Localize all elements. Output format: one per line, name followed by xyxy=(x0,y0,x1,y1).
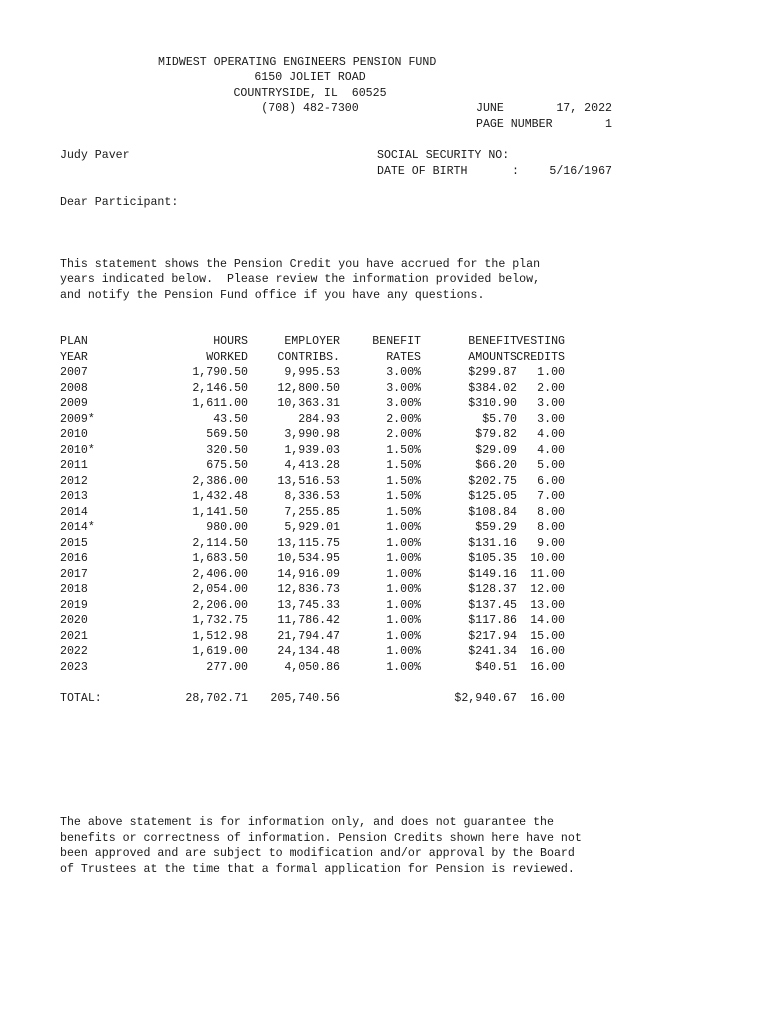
vesting-credits-cell: 11.00 xyxy=(530,567,565,581)
benefit-rate-cell: 2.00% xyxy=(386,428,421,441)
plan-year-cell: 2010 xyxy=(60,428,88,441)
hours-worked-cell: 2,386.00 xyxy=(192,474,248,488)
employer-contribs-cell: 24,134.48 xyxy=(277,645,340,658)
table-row xyxy=(60,365,580,381)
header-year: YEAR xyxy=(60,350,88,364)
employer-contribs-cell: 11,786.42 xyxy=(277,614,340,627)
employer-contribs-cell: 3,990.98 xyxy=(284,428,340,441)
table-row xyxy=(60,427,580,443)
benefit-amount-cell: $128.37 xyxy=(468,583,517,596)
benefit-amount-cell: $131.16 xyxy=(468,536,517,550)
employer-contribs-cell: 284.93 xyxy=(298,412,340,426)
hours-worked-cell: 2,206.00 xyxy=(192,598,248,612)
plan-year-cell: 2014* xyxy=(60,521,95,534)
vesting-credits-cell: 7.00 xyxy=(537,490,565,503)
vesting-credits-cell: 3.00 xyxy=(537,397,565,410)
benefit-amount-cell: $29.09 xyxy=(475,443,517,457)
table-row xyxy=(60,412,580,428)
plan-year-cell: 2007 xyxy=(60,366,88,379)
benefit-rate-cell: 1.00% xyxy=(386,598,421,612)
vesting-credits-cell: 14.00 xyxy=(530,614,565,627)
benefit-amount-cell: $105.35 xyxy=(468,552,517,565)
plan-year-cell: 2009* xyxy=(60,412,95,426)
employer-contribs-cell: 1,939.03 xyxy=(284,443,340,457)
disclaimer-line-3: been approved and are subject to modification and/or approval by the Board xyxy=(60,847,575,860)
vesting-credits-cell: 3.00 xyxy=(537,412,565,426)
header-rates: RATES xyxy=(386,350,421,364)
table-row xyxy=(60,660,580,676)
hours-worked-cell: 2,146.50 xyxy=(192,381,248,395)
page-number-value: 1 xyxy=(605,118,612,131)
benefit-rate-cell: 1.50% xyxy=(386,505,421,519)
benefit-rate-cell: 1.00% xyxy=(386,521,421,534)
table-row xyxy=(60,489,580,505)
table-row xyxy=(60,598,580,614)
hours-worked-cell: 43.50 xyxy=(213,412,248,426)
employer-contribs-cell: 7,255.85 xyxy=(284,505,340,519)
benefit-amount-cell: $202.75 xyxy=(468,474,517,488)
dob-value: 5/16/1967 xyxy=(549,165,612,178)
disclaimer-line-2: benefits or correctness of information. Pension Credits shown here have not xyxy=(60,832,582,845)
benefit-rate-cell: 1.00% xyxy=(386,629,421,643)
vesting-credits-cell: 16.00 xyxy=(530,660,565,674)
plan-year-cell: 2017 xyxy=(60,567,88,581)
table-row xyxy=(60,551,580,567)
intro-line-3: and notify the Pension Fund office if you have any questions. xyxy=(60,289,485,302)
disclaimer-line-1: The above statement is for information only, and does not guarantee the xyxy=(60,816,554,829)
dob-label: DATE OF BIRTH xyxy=(377,165,468,178)
plan-year-cell: 2011 xyxy=(60,459,88,472)
benefit-amount-cell: $310.90 xyxy=(468,397,517,410)
plan-year-cell: 2020 xyxy=(60,614,88,627)
benefit-rate-cell: 2.00% xyxy=(386,412,421,426)
benefit-rate-cell: 1.00% xyxy=(386,552,421,565)
benefit-amount-cell: $149.16 xyxy=(468,567,517,581)
disclaimer-line-4: of Trustees at the time that a formal application for Pension is reviewed. xyxy=(60,863,575,876)
table-spacer xyxy=(60,675,580,691)
hours-worked-cell: 1,790.50 xyxy=(192,366,248,379)
employer-contribs-cell: 21,794.47 xyxy=(277,629,340,643)
vesting-credits-cell: 12.00 xyxy=(530,583,565,596)
hours-worked-cell: 1,512.98 xyxy=(192,629,248,643)
fund-name: MIDWEST OPERATING ENGINEERS PENSION FUND xyxy=(158,56,437,69)
header-benefit-amounts-1: BENEFIT xyxy=(468,335,517,348)
employer-contribs-cell: 10,363.31 xyxy=(277,397,340,410)
table-row xyxy=(60,474,580,490)
plan-year-cell: 2012 xyxy=(60,474,88,488)
statement-date-month: JUNE xyxy=(476,102,504,115)
total-label: TOTAL: xyxy=(60,691,102,705)
plan-year-cell: 2021 xyxy=(60,629,88,643)
employer-contribs-cell: 12,836.73 xyxy=(277,583,340,596)
fund-address-line1: 6150 JOLIET ROAD xyxy=(254,71,366,84)
benefit-amount-cell: $79.82 xyxy=(475,428,517,441)
benefit-amount-cell: $137.45 xyxy=(468,598,517,612)
vesting-credits-cell: 16.00 xyxy=(530,645,565,658)
hours-worked-cell: 675.50 xyxy=(206,459,248,472)
benefit-amount-cell: $40.51 xyxy=(475,660,517,674)
plan-year-cell: 2022 xyxy=(60,645,88,658)
employer-contribs-cell: 13,516.53 xyxy=(277,474,340,488)
employer-contribs-cell: 14,916.09 xyxy=(277,567,340,581)
hours-worked-cell: 980.00 xyxy=(206,521,248,534)
table-body xyxy=(60,365,580,675)
benefit-rate-cell: 3.00% xyxy=(386,397,421,410)
benefit-amount-cell: $5.70 xyxy=(482,412,517,426)
vesting-credits-cell: 8.00 xyxy=(537,505,565,519)
hours-worked-cell: 277.00 xyxy=(206,660,248,674)
participant-name: Judy Paver xyxy=(60,149,130,162)
vesting-credits-cell: 8.00 xyxy=(537,521,565,534)
pension-credit-table xyxy=(60,334,580,706)
plan-year-cell: 2023 xyxy=(60,660,88,674)
table-total-row xyxy=(60,691,580,707)
table-row xyxy=(60,536,580,552)
vesting-credits-cell: 4.00 xyxy=(537,443,565,457)
plan-year-cell: 2019 xyxy=(60,598,88,612)
plan-year-cell: 2016 xyxy=(60,552,88,565)
vesting-credits-cell: 6.00 xyxy=(537,474,565,488)
ssn-label: SOCIAL SECURITY NO: xyxy=(377,149,510,162)
hours-worked-cell: 1,732.75 xyxy=(192,614,248,627)
hours-worked-cell: 1,141.50 xyxy=(192,505,248,519)
vesting-credits-cell: 5.00 xyxy=(537,459,565,472)
table-row xyxy=(60,505,580,521)
employer-contribs-cell: 4,413.28 xyxy=(284,459,340,472)
benefit-rate-cell: 1.00% xyxy=(386,583,421,596)
vesting-credits-cell: 13.00 xyxy=(530,598,565,612)
plan-year-cell: 2015 xyxy=(60,536,88,550)
total-vesting-credits: 16.00 xyxy=(530,691,565,705)
benefit-amount-cell: $125.05 xyxy=(468,490,517,503)
vesting-credits-cell: 4.00 xyxy=(537,428,565,441)
page-number-label: PAGE NUMBER xyxy=(476,118,553,131)
total-contribs: 205,740.56 xyxy=(270,691,340,705)
benefit-amount-cell: $384.02 xyxy=(468,381,517,395)
table-row xyxy=(60,381,580,397)
table-header-row-1 xyxy=(60,334,580,350)
employer-contribs-cell: 8,336.53 xyxy=(284,490,340,503)
plan-year-cell: 2013 xyxy=(60,490,88,503)
vesting-credits-cell: 10.00 xyxy=(530,552,565,565)
hours-worked-cell: 2,406.00 xyxy=(192,567,248,581)
table-row xyxy=(60,567,580,583)
benefit-amount-cell: $241.34 xyxy=(468,645,517,658)
hours-worked-cell: 2,114.50 xyxy=(192,536,248,550)
employer-contribs-cell: 5,929.01 xyxy=(284,521,340,534)
hours-worked-cell: 569.50 xyxy=(206,428,248,441)
header-credits: CREDITS xyxy=(516,350,565,364)
statement-date-day-year: 17, 2022 xyxy=(556,102,612,115)
intro-line-2: years indicated below. Please review the information provided below, xyxy=(60,273,541,286)
plan-year-cell: 2014 xyxy=(60,505,88,519)
header-worked: WORKED xyxy=(206,350,248,364)
header-employer: EMPLOYER xyxy=(284,335,340,348)
benefit-amount-cell: $66.20 xyxy=(475,459,517,472)
benefit-rate-cell: 1.50% xyxy=(386,490,421,503)
benefit-rate-cell: 1.00% xyxy=(386,567,421,581)
benefit-rate-cell: 1.00% xyxy=(386,536,421,550)
benefit-rate-cell: 1.50% xyxy=(386,443,421,457)
header-amounts: AMOUNTS xyxy=(468,350,517,364)
greeting: Dear Participant: xyxy=(60,196,179,209)
hours-worked-cell: 1,611.00 xyxy=(192,397,248,410)
table-row xyxy=(60,582,580,598)
hours-worked-cell: 1,619.00 xyxy=(192,645,248,658)
employer-contribs-cell: 10,534.95 xyxy=(277,552,340,565)
vesting-credits-cell: 9.00 xyxy=(537,536,565,550)
dob-separator: : xyxy=(512,165,519,178)
plan-year-cell: 2009 xyxy=(60,397,88,410)
total-benefit-amounts: $2,940.67 xyxy=(454,691,517,705)
header-plan: PLAN xyxy=(60,335,88,348)
benefit-amount-cell: $108.84 xyxy=(468,505,517,519)
vesting-credits-cell: 1.00 xyxy=(537,366,565,379)
table-row xyxy=(60,443,580,459)
benefit-amount-cell: $59.29 xyxy=(475,521,517,534)
table-row xyxy=(60,396,580,412)
table-row xyxy=(60,613,580,629)
employer-contribs-cell: 12,800.50 xyxy=(277,381,340,395)
fund-address-line2: COUNTRYSIDE, IL 60525 xyxy=(233,87,387,100)
intro-line-1: This statement shows the Pension Credit you have accrued for the plan xyxy=(60,258,541,271)
vesting-credits-cell: 2.00 xyxy=(537,381,565,395)
employer-contribs-cell: 13,115.75 xyxy=(277,536,340,550)
fund-phone: (708) 482-7300 xyxy=(261,102,359,115)
benefit-rate-cell: 3.00% xyxy=(386,381,421,395)
hours-worked-cell: 1,432.48 xyxy=(192,490,248,503)
benefit-rate-cell: 1.00% xyxy=(386,660,421,674)
benefit-rate-cell: 1.50% xyxy=(386,459,421,472)
table-row xyxy=(60,520,580,536)
header-benefit-rates-1: BENEFIT xyxy=(372,335,421,348)
employer-contribs-cell: 4,050.86 xyxy=(284,660,340,674)
vesting-credits-cell: 15.00 xyxy=(530,629,565,643)
hours-worked-cell: 1,683.50 xyxy=(192,552,248,565)
benefit-rate-cell: 1.00% xyxy=(386,645,421,658)
benefit-rate-cell: 1.00% xyxy=(386,614,421,627)
employer-contribs-cell: 9,995.53 xyxy=(284,366,340,379)
hours-worked-cell: 2,054.00 xyxy=(192,583,248,596)
header-contribs: CONTRIBS. xyxy=(277,350,340,364)
plan-year-cell: 2010* xyxy=(60,443,95,457)
hours-worked-cell: 320.50 xyxy=(206,443,248,457)
employer-contribs-cell: 13,745.33 xyxy=(277,598,340,612)
plan-year-cell: 2008 xyxy=(60,381,88,395)
plan-year-cell: 2018 xyxy=(60,583,88,596)
table-header-row-2 xyxy=(60,350,580,366)
table-row xyxy=(60,458,580,474)
benefit-amount-cell: $299.87 xyxy=(468,366,517,379)
benefit-rate-cell: 1.50% xyxy=(386,474,421,488)
table-row xyxy=(60,629,580,645)
header-vesting: VESTING xyxy=(516,335,565,348)
benefit-rate-cell: 3.00% xyxy=(386,366,421,379)
table-row xyxy=(60,644,580,660)
benefit-amount-cell: $217.94 xyxy=(468,629,517,643)
header-hours: HOURS xyxy=(213,335,248,348)
benefit-amount-cell: $117.86 xyxy=(468,614,517,627)
total-hours: 28,702.71 xyxy=(185,691,248,705)
